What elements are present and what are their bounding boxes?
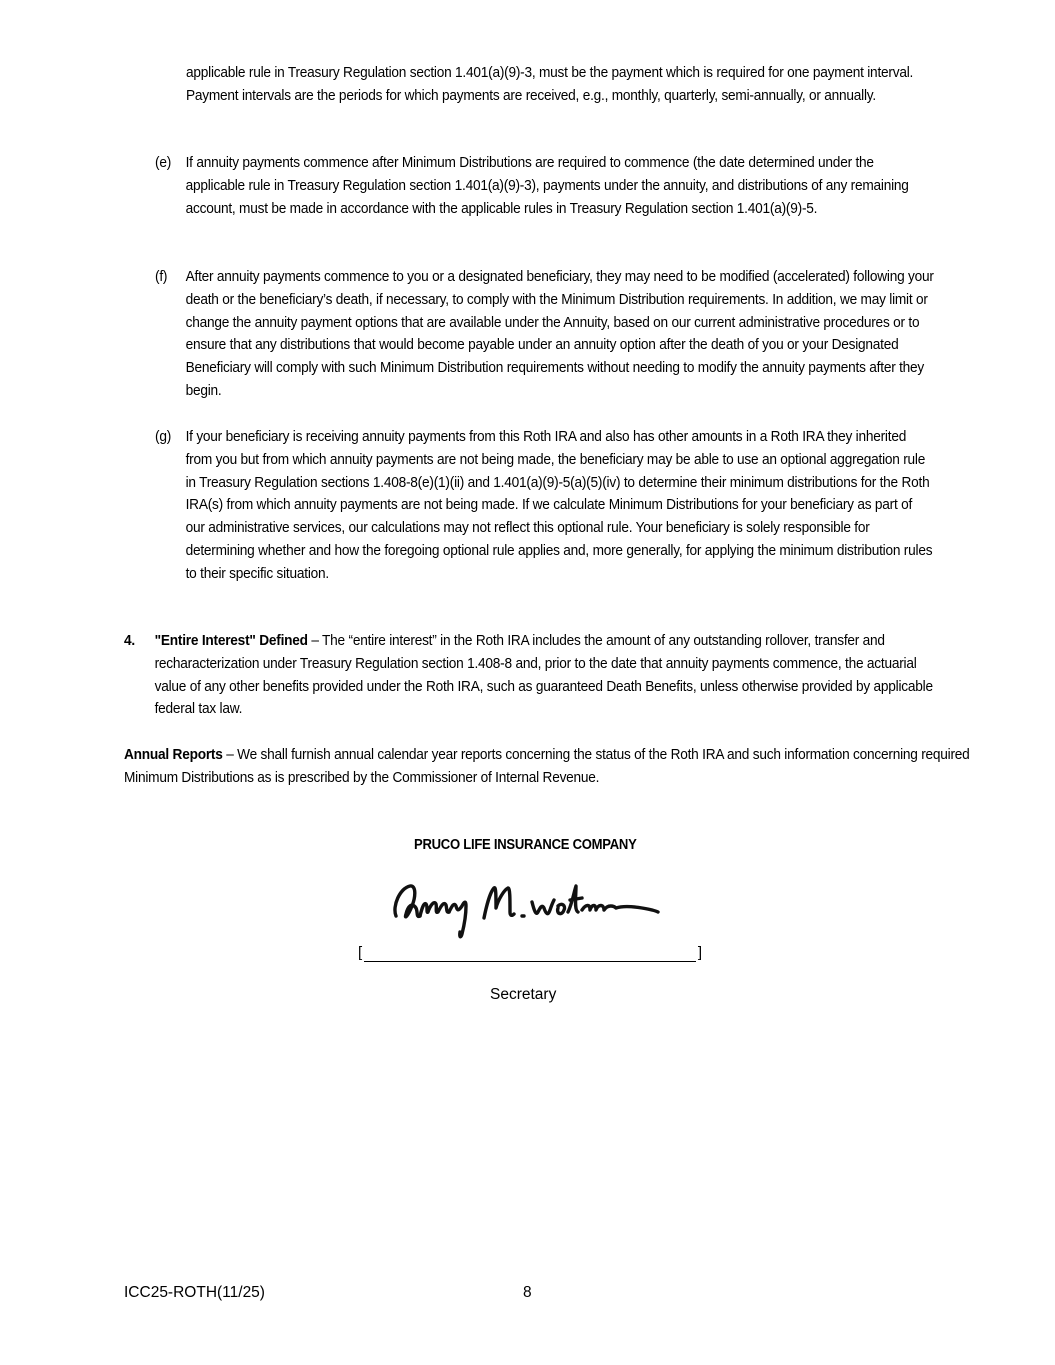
list-item-text: If your beneficiary is receiving annuity payments from this Roth IRA and also has other amounts in a Roth IRA they inherited from you but from which annuity payments are not being made, the beneficiary may be able to use an optional aggregation rule in Treasury Regulation sections 1.408-8(e)(1)(ii) and 1.401(a)(9)-5(a)(5)(iv) to determine their minimum distributions for the Roth IRA(s) from which annuity payments are not being made. If we calculate Minimum Distributions for your beneficiary as part of our administrative services, our calculations may not reflect this optional rule. Your beneficiary is solely responsible for determining whether and how the foregoing optional rule applies and, more generally, for applying the minimum distribution rules to their specific situation. [185, 428, 933, 582]
section-heading: "Entire Interest" Defined [154, 632, 308, 649]
annual-reports-text: – We shall furnish annual calendar year reports concerning the status of the Roth IRA and such information concerning required Minimum Distributions as is prescribed by the Commissioner of Internal Revenue. [124, 746, 970, 786]
signature-line [358, 944, 702, 964]
list-item-text: If annuity payments commence after Minimum Distributions are required to commence (the date determined under the applicable rule in Treasury Regulation section 1.401(a)(9)-3), payments under the annuity, and distributions of any remaining account, must be made in accordance with the applicable rules in Treasury Regulation section 1.401(a)(9)-5. [185, 154, 909, 217]
section-text: – The “entire interest” in the Roth IRA includes the amount of any outstanding rollover, transfer and recharacterization under Treasury Regulation section 1.408-8 and, prior to the date that annuity payments commence, the actuarial value of any other benefits provided under the Roth IRA, such as guaranteed Death Benefits, unless otherwise provided by applicable federal tax law. [154, 632, 933, 718]
list-item-text: After annuity payments commence to you or a designated beneficiary, they may need to be modified (accelerated) following your death or the beneficiary’s death, if necessary, to comply with the Minimum Distribution requirements. In addition, we may limit or change the annuity payment options that are available under the Annuity, based on our current administrative procedures or to ensure that any distributions that would become payable under an annuity option after the death of you or your Designated Beneficiary will comply with such Minimum Distribution requirements without needing to modify the annuity payments after they begin. [185, 268, 934, 399]
company-name: PRUCO LIFE INSURANCE COMPANY [414, 836, 637, 853]
bracket-close: ] [697, 944, 702, 961]
continued-paragraph: applicable rule in Treasury Regulation section 1.401(a)(9)-3, must be the payment which is required for one payment interval. Payment intervals are the periods for which payments are received, e.g., monthly, quarterly, semi-annually, or annually. [186, 64, 914, 104]
list-marker: (e) [155, 154, 172, 171]
signer-title: Secretary [490, 986, 557, 1003]
list-marker: (g) [155, 428, 172, 445]
footer-page-number: 8 [523, 1284, 532, 1301]
footer-form-number: ICC25-ROTH(11/25) [124, 1284, 265, 1301]
signature-rule [364, 961, 696, 962]
annual-reports-paragraph [124, 744, 988, 790]
signature-image [386, 876, 666, 942]
list-marker: (f) [155, 268, 168, 285]
annual-reports-heading: Annual Reports [124, 746, 223, 763]
bracket-open: [ [358, 944, 363, 961]
section-number: 4. [124, 632, 135, 649]
section-body [155, 630, 934, 721]
